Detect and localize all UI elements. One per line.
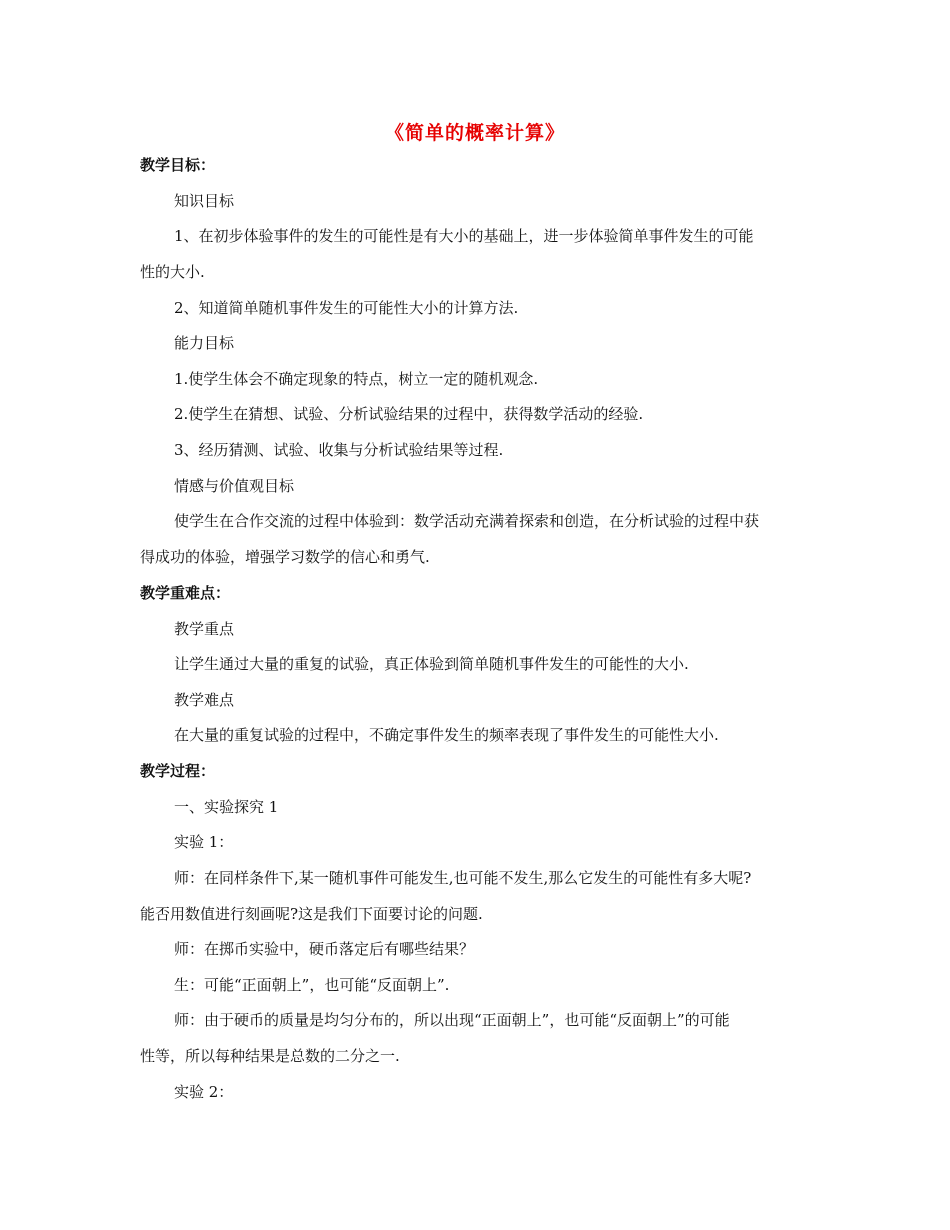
paragraph-line: 师：由于硬币的质量是均匀分布的，所以出现“正面朝上”，也可能“反面朝上”的可能 [174,1011,730,1029]
paragraph-line: 知识目标 [174,192,235,210]
section-heading: 教学重难点： [140,584,231,602]
section-heading: 教学目标： [140,156,216,174]
paragraph-line: 在大量的重复试验的过程中，不确定事件发生的频率表现了事件发生的可能性大小. [174,726,719,744]
paragraph-line: 师：在掷币实验中，硬币落定后有哪些结果？ [174,940,475,958]
paragraph-line: 2.使学生在猜想、试验、分析试验结果的过程中，获得数学活动的经验. [174,405,644,423]
paragraph-line: 2、知道简单随机事件发生的可能性大小的计算方法. [174,299,519,317]
paragraph-line: 1.使学生体会不确定现象的特点，树立一定的随机观念. [174,370,539,388]
paragraph-line: 性等，所以每种结果是总数的二分之一. [140,1047,400,1065]
paragraph-line: 能力目标 [174,334,235,352]
paragraph-line: 3、经历猜测、试验、收集与分析试验结果等过程. [174,441,504,459]
paragraph-line: 能否用数值进行刻画呢?这是我们下面要讨论的问题. [140,905,483,923]
paragraph-line: 师：在同样条件下,某一随机事件可能发生,也可能不发生,那么它发生的可能性有多大呢? [174,869,752,887]
paragraph-line: 得成功的体验，增强学习数学的信心和勇气. [140,548,430,566]
paragraph-line: 让学生通过大量的重复的试验，真正体验到简单随机事件发生的可能性的大小. [174,655,689,673]
paragraph-line: 性的大小. [140,263,205,281]
paragraph-line: 使学生在合作交流的过程中体验到：数学活动充满着探索和创造，在分析试验的过程中获 [174,512,760,530]
paragraph-line: 教学重点 [174,620,235,638]
paragraph-line: 1、在初步体验事件的发生的可能性是有大小的基础上，进一步体验简单事件发生的可能 [174,227,754,245]
paragraph-line: 生：可能“正面朝上”，也可能“反面朝上”. [174,976,450,994]
paragraph-line: 一、实验探究 1 [174,798,279,816]
paragraph-line: 实验 2： [174,1083,234,1101]
paragraph-line: 情感与价值观目标 [174,477,295,495]
document-title: 《简单的概率计算》 [384,122,565,144]
paragraph-line: 教学难点 [174,691,235,709]
section-heading: 教学过程： [140,762,216,780]
paragraph-line: 实验 1： [174,833,234,851]
